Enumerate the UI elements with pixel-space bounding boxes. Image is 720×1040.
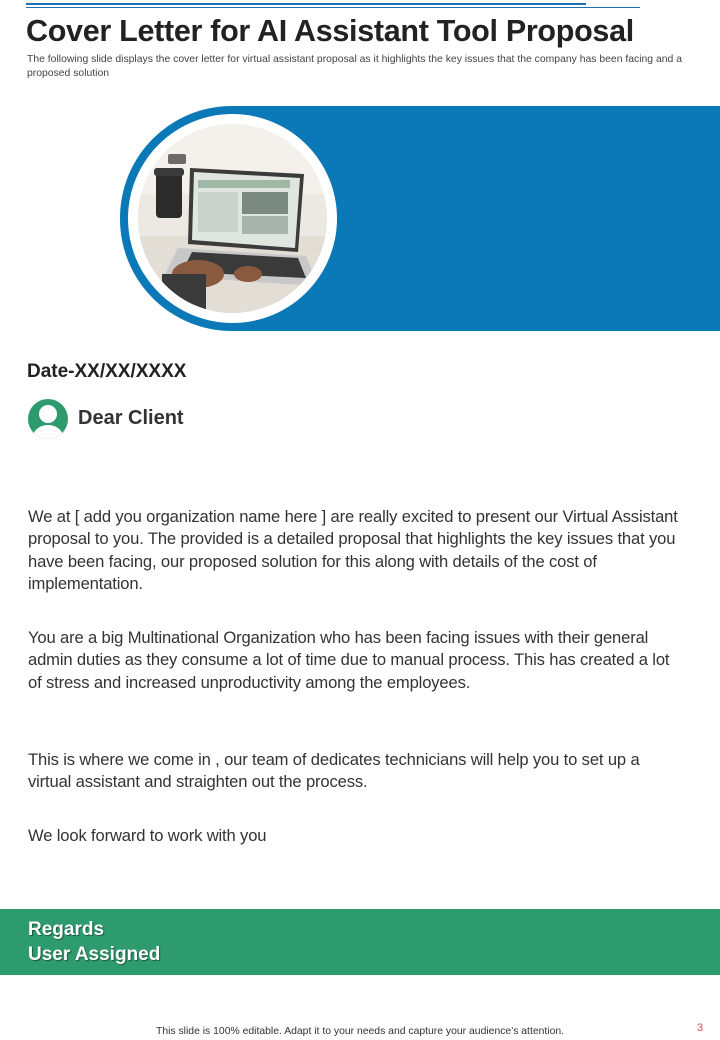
header-rule — [26, 3, 586, 5]
signoff-signer: User Assigned — [28, 944, 161, 965]
footer-note: This slide is 100% editable. Adapt it to your needs and capture your audience's attention. — [155, 1026, 565, 1037]
signoff-regards: Regards — [28, 919, 105, 940]
page-title: Cover Letter for AI Assistant Tool Proposal — [26, 14, 634, 48]
letter-paragraph-closing: We look forward to work with you — [28, 826, 267, 845]
letter-salutation: Dear Client — [78, 407, 184, 429]
letter-date: Date-XX/XX/XXXX — [27, 361, 187, 382]
header-rule-thin — [26, 7, 640, 8]
page-number: 3 — [697, 1022, 704, 1034]
page-subtitle: The following slide displays the cover letter for virtual assistant proposal as it highlights the key issues that the company has been facing and a proposed solution — [27, 54, 682, 79]
laptop-photo-icon — [138, 124, 327, 313]
user-avatar-icon — [28, 399, 68, 439]
letter-paragraph-intro: We at [ add you organization name here ] are really excited to present our Virtual Assistant proposal to you. The provided is a detailed proposal that highlights the key issues that you have been facing, our proposed solution for this along with details of the cost of implementation. — [28, 507, 678, 593]
letter-paragraph-issues: You are a big Multinational Organization who has been facing issues with their general admin duties as they consume a lot of time due to manual process. This has created a lot of stress and increased unproductivity among the employees. — [28, 628, 670, 692]
letter-paragraph-solution: This is where we come in , our team of dedicates technicians will help you to set up a virtual assistant and straighten out the process. — [28, 750, 640, 792]
